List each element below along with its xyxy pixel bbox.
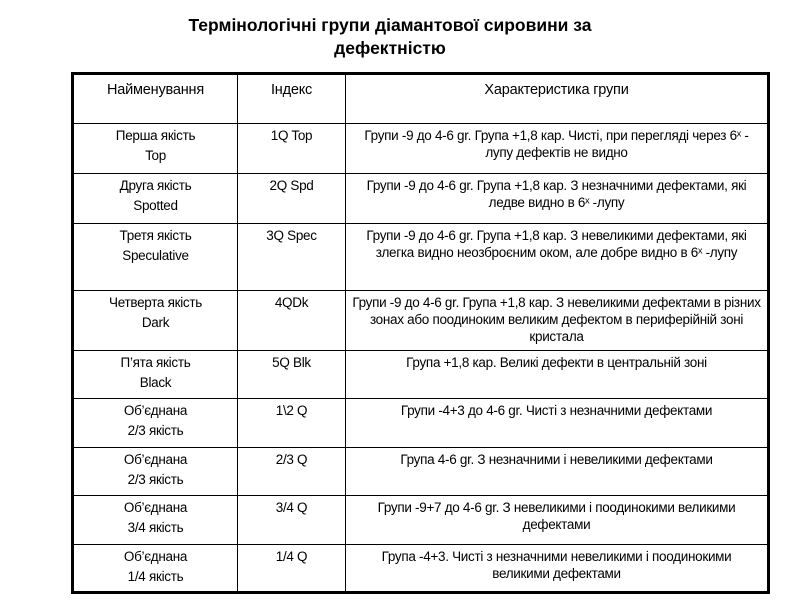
row-name-cell [73,496,238,545]
table-row [73,496,769,545]
table-row [73,545,769,593]
row-name-line-1: Об’єднана [123,549,188,564]
row-index-cell: 3Q Spec [238,224,346,291]
row-name-cell [73,448,238,496]
row-name-line-2: Black [139,375,172,390]
table-row [73,351,769,399]
row-name-line-2: 3/4 якість [127,520,184,535]
row-name-line-2: 2/3 якість [127,423,184,438]
row-name-line-2: 2/3 якість [127,472,184,487]
row-description-cell: Групи -9 до 4-6 gr. Група +1,8 кар. З невеликими дефектами в різних зонах або поодиноким великим дефектом в периферійній зоні кристала [346,291,769,351]
row-name-line-2: Top [145,148,166,163]
row-description-cell: Група +1,8 кар. Великі дефекти в центральній зоні [346,351,769,399]
row-name-line-1: Третя якість [119,228,192,243]
row-name-line-1: Об’єднана [123,452,188,467]
row-description-cell: Групи -9 до 4-6 gr. Група +1,8 кар. З невеликими дефектами, які злегка видно неозброєним оком, але добре видно в 6ˣ -лупу [346,224,769,291]
row-name-cell [73,291,238,351]
row-description-cell: Група -4+3. Чисті з незначними невеликими і поодинокими великими дефектами [346,545,769,593]
row-description-cell: Групи -9 до 4-6 gr. Група +1,8 кар. Чисті, при перегляді через 6ˣ - лупу дефектів не видно [346,124,769,174]
header-index: Індекс [238,74,346,124]
page-title-line-1: Термінологічні групи діамантової сировини за [188,15,592,35]
row-name-line-1: П’ята якість [120,355,191,370]
page-title [0,14,780,60]
row-description-cell: Групи -9+7 до 4-6 gr. З невеликими і поодинокими великими дефектами [346,496,769,545]
row-description-cell: Група 4-6 gr. З незначними і невеликими дефектами [346,448,769,496]
row-name-cell [73,174,238,224]
row-index-cell: 2/3 Q [238,448,346,496]
table-row [73,124,769,174]
table-row [73,224,769,291]
row-index-cell: 1Q Top [238,124,346,174]
row-name-line-1: Об’єднана [123,500,188,515]
row-name-line-1: Четверта якість [109,295,202,310]
header-name: Найменування [73,74,238,124]
header-description: Характеристика групи [346,74,769,124]
row-name-line-1: Перша якість [115,128,196,143]
row-name-line-2: Speculative [122,248,189,263]
row-description-cell: Групи -9 до 4-6 gr. Група +1,8 кар. З незначними дефектами, які ледве видно в 6ˣ -лупу [346,174,769,224]
row-name-cell [73,545,238,593]
table-row [73,399,769,448]
row-name-cell [73,351,238,399]
row-name-cell [73,224,238,291]
table-row [73,291,769,351]
row-name-line-1: Друга якість [119,178,192,193]
row-name-line-2: 1/4 якість [127,569,184,584]
row-name-line-1: Об’єднана [123,403,188,418]
row-name-cell [73,399,238,448]
row-index-cell: 5Q Blk [238,351,346,399]
row-index-cell: 3/4 Q [238,496,346,545]
table-row [73,448,769,496]
row-index-cell: 1/4 Q [238,545,346,593]
row-index-cell: 4QDk [238,291,346,351]
row-name-line-2: Spotted [133,198,178,213]
table-row [73,174,769,224]
row-description-cell: Групи -4+3 до 4-6 gr. Чисті з незначними дефектами [346,399,769,448]
row-name-line-2: Dark [141,315,170,330]
row-index-cell: 2Q Spd [238,174,346,224]
defect-groups-table [71,72,770,594]
page-title-line-2: дефектністю [334,38,446,58]
row-name-cell [73,124,238,174]
row-index-cell: 1\2 Q [238,399,346,448]
table-header-row [73,74,769,124]
